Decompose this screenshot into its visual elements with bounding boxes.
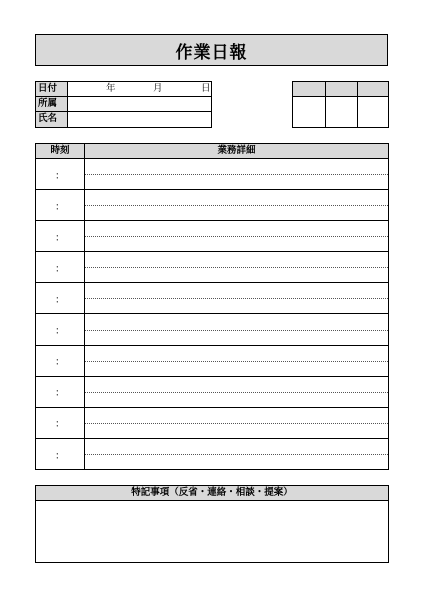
time-cell[interactable]: ： (55, 170, 65, 182)
table-row[interactable] (36, 190, 388, 221)
dotted-guideline (85, 392, 388, 393)
time-cell[interactable]: ： (55, 326, 65, 338)
table-row[interactable] (36, 315, 388, 346)
table-row[interactable] (36, 408, 388, 439)
notes-header: 特記事項（反省・連絡・相談・提案） (36, 486, 388, 501)
info-table (35, 81, 212, 128)
time-cell[interactable]: ： (55, 419, 65, 431)
date-row (36, 82, 211, 97)
stamp-divider (357, 82, 358, 127)
date-label: 日付 (36, 82, 68, 96)
table-header (36, 144, 388, 159)
time-cell[interactable]: ： (55, 450, 65, 462)
table-row[interactable] (36, 221, 388, 252)
dotted-guideline (85, 330, 388, 331)
stamp-divider (325, 82, 326, 127)
month-unit: 月 (153, 83, 163, 94)
page-title: 作業日報 (175, 42, 248, 63)
time-cell[interactable]: ： (55, 294, 65, 306)
table-row[interactable] (36, 346, 388, 377)
dotted-guideline (85, 236, 388, 237)
time-cell[interactable]: ： (55, 263, 65, 275)
table-row[interactable] (36, 252, 388, 283)
table-row[interactable] (36, 439, 388, 470)
time-cell[interactable]: ： (55, 232, 65, 244)
dotted-guideline (85, 361, 388, 362)
dotted-guideline (85, 267, 388, 268)
table-row[interactable] (36, 377, 388, 408)
dotted-guideline (85, 423, 388, 424)
dotted-guideline (85, 298, 388, 299)
time-cell[interactable]: ： (55, 357, 65, 369)
dotted-guideline (85, 454, 388, 455)
dotted-guideline (85, 205, 388, 206)
time-cell[interactable]: ： (55, 201, 65, 213)
table-row[interactable] (36, 159, 388, 190)
year-unit: 年 (106, 83, 116, 94)
department-row[interactable] (36, 97, 211, 112)
time-header: 時刻 (50, 145, 70, 156)
name-label: 氏名 (36, 112, 68, 127)
dotted-guideline (85, 174, 388, 175)
approval-stamp-box (292, 81, 389, 128)
day-unit: 日 (201, 83, 211, 94)
time-cell[interactable]: ： (55, 388, 65, 400)
table-row[interactable] (36, 283, 388, 314)
approval-stamp-header (293, 82, 388, 97)
work-detail-table (35, 143, 389, 470)
name-row[interactable] (36, 112, 211, 127)
title-banner (35, 34, 388, 66)
notes-section (35, 485, 389, 563)
department-label: 所属 (36, 97, 68, 111)
detail-header: 業務詳細 (217, 145, 256, 156)
